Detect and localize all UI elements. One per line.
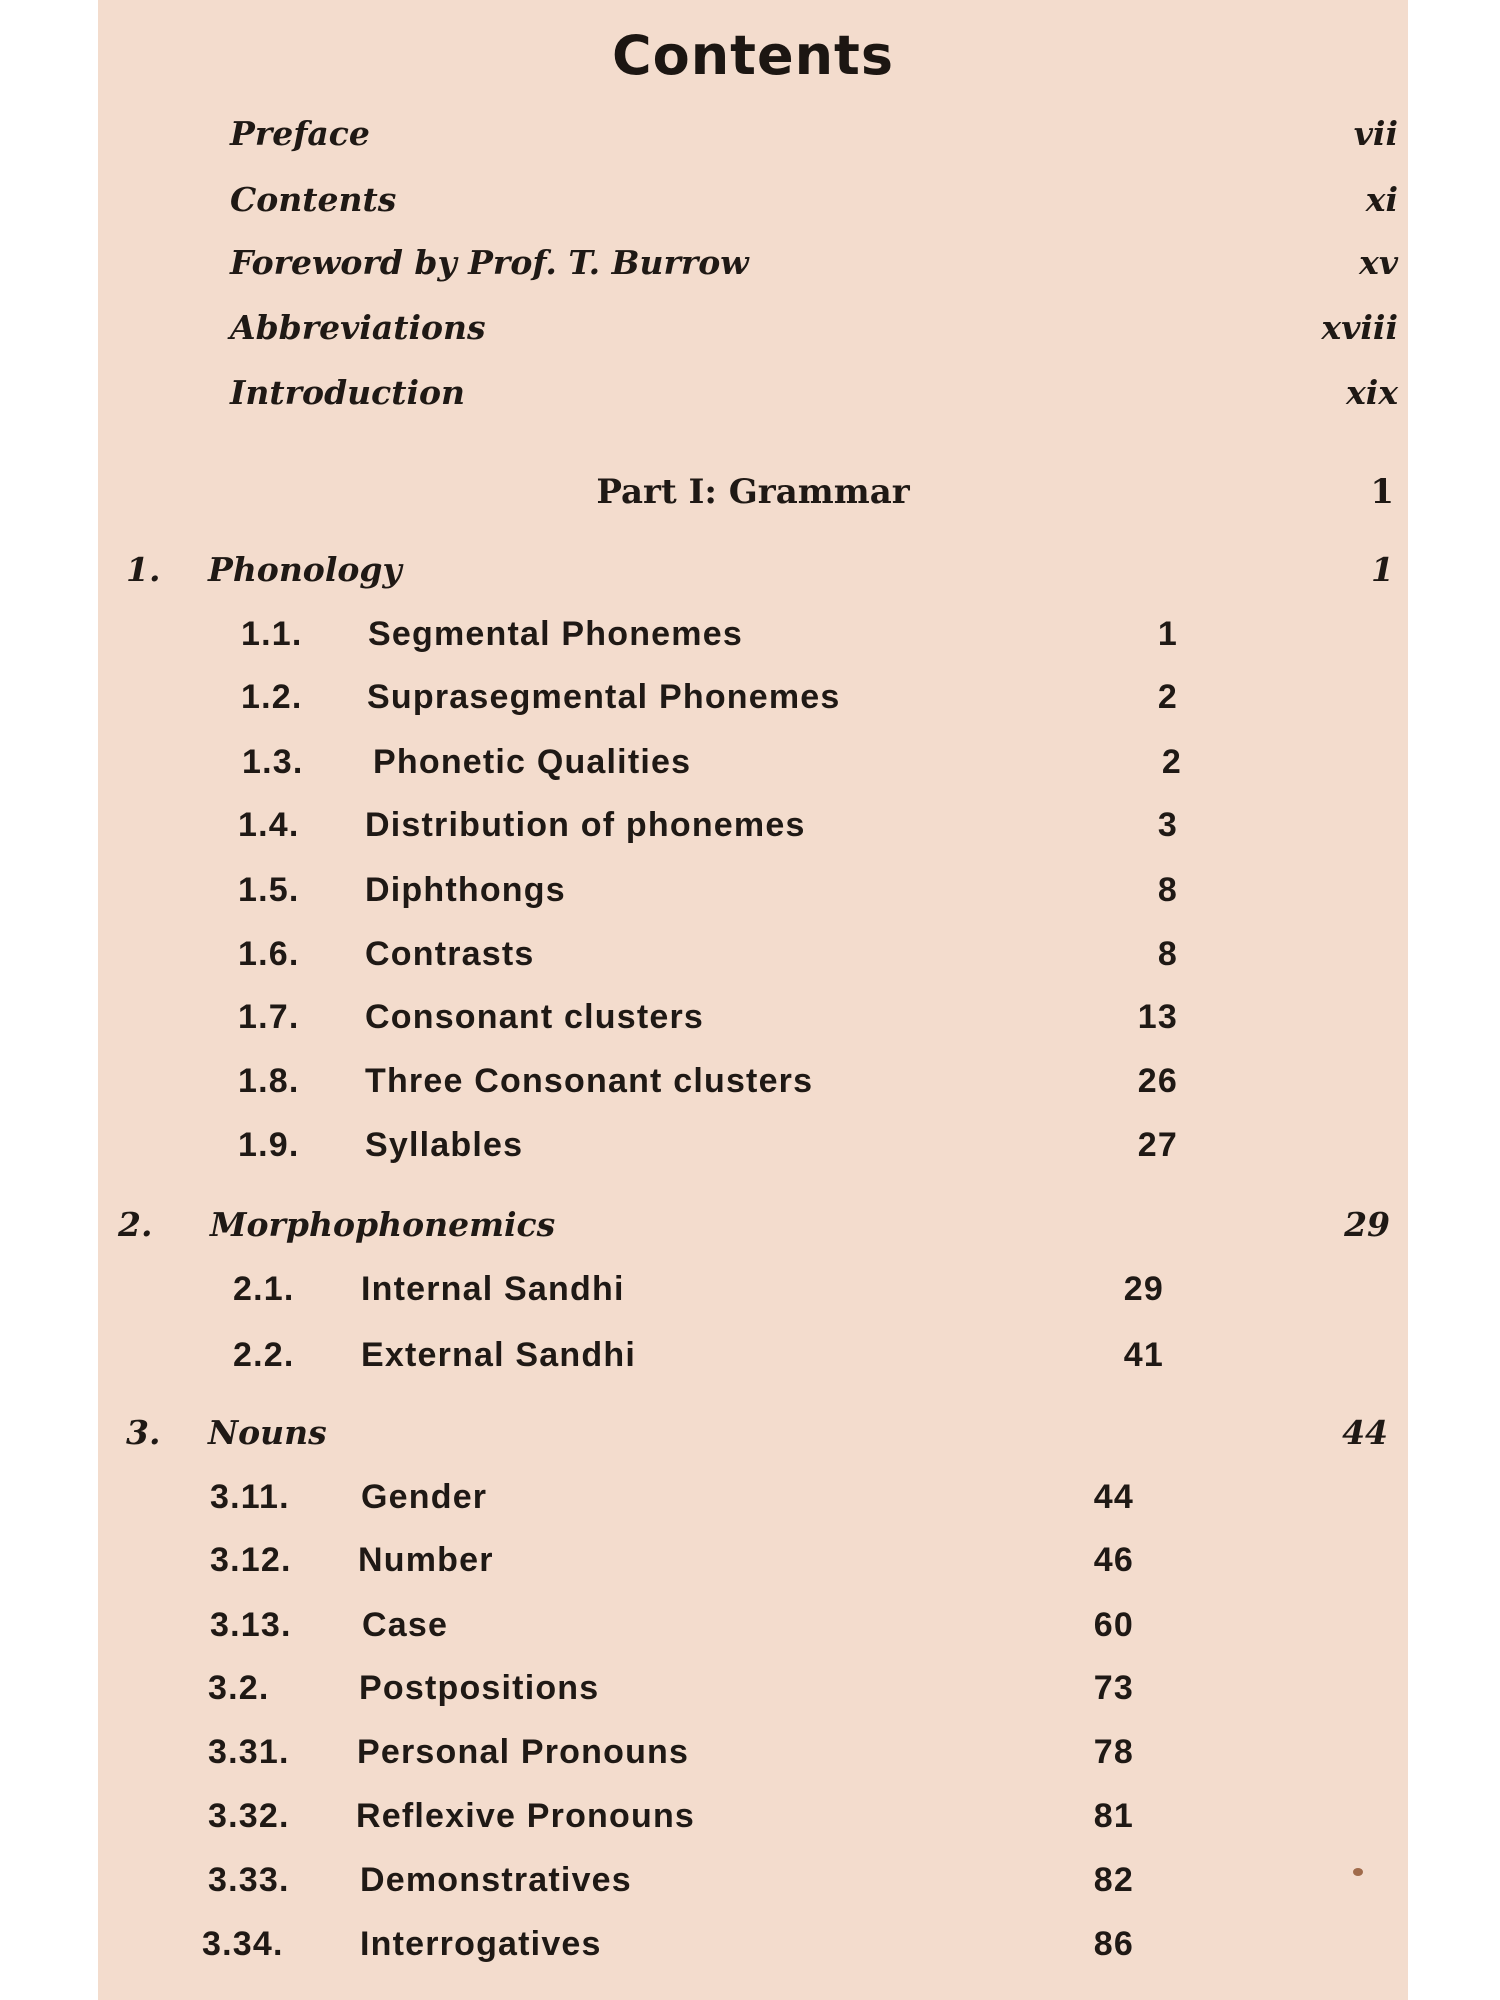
section-page: 2 — [1157, 678, 1178, 716]
section-number: 1.1. — [241, 615, 303, 653]
section-number: 3.31. — [208, 1733, 290, 1771]
toc-section[interactable] — [98, 743, 1408, 793]
section-number: 1.7. — [238, 998, 300, 1036]
section-number: 1.5. — [238, 871, 300, 909]
section-page: 3 — [1157, 806, 1178, 844]
section-title: Consonant clusters — [365, 998, 704, 1036]
toc-section[interactable] — [98, 1606, 1408, 1656]
toc-chapter-nouns[interactable] — [98, 1413, 1408, 1463]
toc-section[interactable] — [98, 1861, 1408, 1911]
section-number: 3.33. — [208, 1861, 290, 1899]
section-page: 86 — [1093, 1925, 1134, 1963]
section-number: 1.3. — [242, 743, 304, 781]
toc-section[interactable] — [98, 1126, 1408, 1176]
section-number: 3.12. — [210, 1541, 292, 1579]
section-title: Personal Pronouns — [357, 1733, 690, 1771]
section-page: 1 — [1157, 615, 1178, 653]
toc-prelim-preface[interactable] — [98, 114, 1408, 164]
chapter-number: 1. — [126, 550, 161, 589]
section-page: 13 — [1137, 998, 1178, 1036]
section-page: 29 — [1123, 1270, 1164, 1308]
chapter-title: Phonology — [208, 550, 402, 589]
section-number: 3.32. — [208, 1797, 290, 1835]
section-number: 1.2. — [241, 678, 303, 716]
prelim-page: xviii — [1321, 308, 1398, 347]
toc-section[interactable] — [98, 615, 1408, 665]
toc-prelim-introduction[interactable] — [98, 373, 1408, 423]
section-page: 78 — [1093, 1733, 1134, 1771]
section-number: 3.11. — [210, 1478, 290, 1516]
section-number: 3.13. — [210, 1606, 292, 1644]
section-page: 8 — [1157, 935, 1178, 973]
prelim-page: vii — [1353, 114, 1398, 153]
prelim-label: Abbreviations — [230, 308, 486, 347]
toc-chapter-phonology[interactable] — [98, 550, 1408, 600]
page-title: Contents — [611, 24, 894, 87]
section-number: 1.6. — [238, 935, 300, 973]
part-page: 1 — [1370, 472, 1394, 512]
prelim-label: Contents — [230, 180, 397, 219]
toc-prelim-foreword[interactable] — [98, 243, 1408, 293]
section-title: Segmental Phonemes — [368, 615, 743, 653]
section-title: Distribution of phonemes — [365, 806, 806, 844]
section-title: Syllables — [365, 1126, 524, 1164]
paper-stain — [1353, 1868, 1363, 1876]
section-title: Reflexive Pronouns — [356, 1797, 696, 1835]
section-title: Postpositions — [359, 1669, 600, 1707]
chapter-number: 2. — [118, 1205, 153, 1244]
chapter-page: 29 — [1344, 1205, 1390, 1244]
chapter-page: 44 — [1342, 1413, 1388, 1452]
prelim-page: xi — [1365, 180, 1398, 219]
section-number: 2.1. — [233, 1270, 295, 1308]
section-title: External Sandhi — [361, 1336, 636, 1374]
section-title: Interrogatives — [360, 1925, 602, 1963]
section-title: Demonstratives — [360, 1861, 632, 1899]
toc-prelim-abbreviations[interactable] — [98, 308, 1408, 358]
section-title: Number — [358, 1541, 494, 1579]
section-page: 60 — [1093, 1606, 1134, 1644]
toc-section[interactable] — [98, 1925, 1408, 1975]
prelim-label: Preface — [230, 114, 370, 153]
chapter-number: 3. — [126, 1413, 161, 1452]
section-title: Three Consonant clusters — [365, 1062, 814, 1100]
section-number: 3.34. — [202, 1925, 284, 1963]
section-page: 8 — [1157, 871, 1178, 909]
toc-section[interactable] — [98, 1478, 1408, 1528]
section-title: Phonetic Qualities — [373, 743, 692, 781]
section-page: 41 — [1123, 1336, 1164, 1374]
toc-section[interactable] — [98, 1797, 1408, 1847]
toc-section[interactable] — [98, 935, 1408, 985]
section-title: Suprasegmental Phonemes — [367, 678, 841, 716]
toc-section[interactable] — [98, 678, 1408, 728]
section-number: 2.2. — [233, 1336, 295, 1374]
toc-section[interactable] — [98, 871, 1408, 921]
toc-section[interactable] — [98, 1669, 1408, 1719]
toc-section[interactable] — [98, 998, 1408, 1048]
section-page: 81 — [1093, 1797, 1134, 1835]
part-title: Part I: Grammar — [596, 472, 910, 512]
toc-section[interactable] — [98, 1541, 1408, 1591]
section-page: 82 — [1093, 1861, 1134, 1899]
chapter-title: Nouns — [208, 1413, 327, 1452]
toc-chapter-morphophonemics[interactable] — [98, 1205, 1408, 1255]
chapter-title: Morphophonemics — [210, 1205, 556, 1244]
prelim-label: Foreword by Prof. T. Burrow — [230, 243, 749, 282]
section-number: 1.9. — [238, 1126, 300, 1164]
prelim-page: xv — [1359, 243, 1398, 282]
prelim-page: xix — [1346, 373, 1398, 412]
chapter-page: 1 — [1371, 550, 1394, 589]
section-page: 46 — [1093, 1541, 1134, 1579]
section-title: Gender — [361, 1478, 488, 1516]
toc-section[interactable] — [98, 806, 1408, 856]
toc-part-heading[interactable] — [98, 472, 1408, 522]
toc-prelim-contents[interactable] — [98, 180, 1408, 230]
toc-section[interactable] — [98, 1270, 1408, 1320]
section-page: 26 — [1137, 1062, 1178, 1100]
section-number: 3.2. — [208, 1669, 270, 1707]
section-page: 73 — [1093, 1669, 1134, 1707]
section-title: Case — [362, 1606, 449, 1644]
toc-section[interactable] — [98, 1733, 1408, 1783]
section-number: 1.8. — [238, 1062, 300, 1100]
section-number: 1.4. — [238, 806, 300, 844]
section-title: Diphthongs — [365, 871, 566, 909]
book-page — [98, 0, 1408, 2000]
section-page: 27 — [1137, 1126, 1178, 1164]
section-title: Contrasts — [365, 935, 535, 973]
toc-section[interactable] — [98, 1336, 1408, 1386]
prelim-label: Introduction — [230, 373, 466, 412]
toc-section[interactable] — [98, 1062, 1408, 1112]
section-page: 2 — [1161, 743, 1182, 781]
section-page: 44 — [1093, 1478, 1134, 1516]
section-title: Internal Sandhi — [361, 1270, 625, 1308]
